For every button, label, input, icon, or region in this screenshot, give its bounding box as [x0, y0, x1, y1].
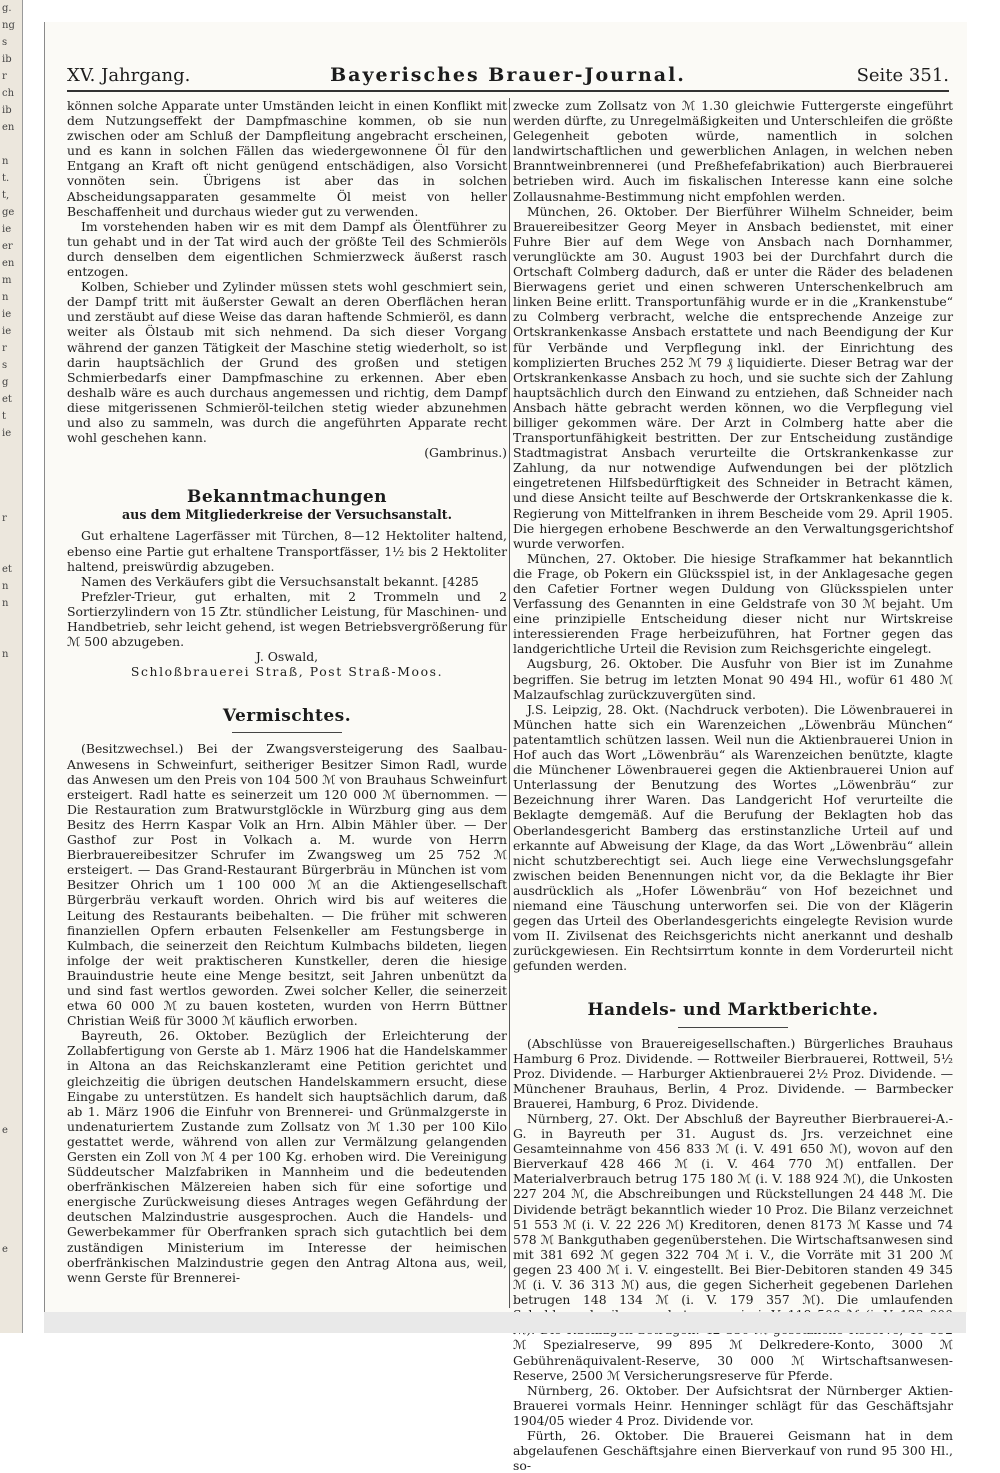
article-paragraph: Bayreuth, 26. Oktober. Bezüglich der Erleichterung der Zollabfertigung von Gerste ab 1. März 1906 hat die Handelskammer in Altona an das Reichskanzleramt eine Petition gerichtet und gleichzeitig die übrigen deutschen Handelskammern ersucht, diese Eingabe zu unterstützen. Es handelt sich hauptsächlich darum, daß ab 1. März 1906 die Einfuhr von Brennerei- und Grünmalzgerste in undenaturiertem Zustande zum Zollsatz von ℳ 1.30 per 100 Kilo gestattet werde, während von allen zur Vermälzung gelangenden Gersten ein Zoll von ℳ 4 per 100 Kg. erhoben wird. Die Vereinigung Süddeutscher Malzfabriken in Mannheim und die bedeutenden oberfränkischen Mälzereien haben sich für eine sofortige und energische Zurückweisung dieses Antrages wegen Gefährdung der deutschen Malzindustrie ausgesprochen. Auch die Handels- und Gewerbekammer für Oberfranken sprach sich gutachtlich bei dem zuständigen Ministerium im Interesse der heimischen oberfränkischen Malzindustrie gegen den Antrag Altona aus, weil, wenn Gerste für Brennerei-: [67, 1028, 507, 1285]
margin-fragment: [0, 1037, 22, 1054]
notices-heading: Bekanntmachungen: [186, 487, 388, 508]
margin-fragment: t: [2, 411, 7, 422]
margin-fragment: [0, 544, 22, 561]
margin-fragment: [0, 833, 22, 850]
article-paragraph: München, 27. Oktober. Die hiesige Strafkammer hat bekanntlich die Frage, ob Pokern ein Glücksspiel ist, in der Anklagesache gegen den Cafetier Fortner wegen Duldung von Glücksspielen unter Verfassung des Genannten in eine Geldstrafe von 30 ℳ bejaht. Um eine prinzipielle Entscheidung dieser nicht nur Wirtskreise interessierenden Frage herbeizuführen, hat Fortner gegen das landgerichtliche Urteil die Revision zum Reichsgerichte eingelegt.: [513, 550, 953, 657]
margin-fragment: n: [2, 581, 9, 592]
margin-fragment: [0, 1224, 22, 1241]
article-paragraph: zwecke zum Zollsatz von ℳ 1.30 gleichwie Futtergerste eingeführt werden dürfte, zu Unregelmäßigkeiten und Unterschleifen die größte Gelegenheit geboten würde, namentlich in solchen landwirtschaftlichen und gewerblichen Anlagen, in welchen neben Branntweinbrennerei (und Preßhefefabrikation) auch Bierbrauerei betrieben wird. Auch im fiskalischen Interesse kann eine solche Zollausnahme-Bestimmung nicht empfohlen werden.: [513, 98, 953, 204]
newspaper-page: [44, 22, 967, 1473]
article-paragraph: Nürnberg, 27. Okt. Der Abschluß der Bayreuther Bierbrauerei-A.-G. in Bayreuth per 31. August ds. Jrs. verzeichnet eine Gesamteinnahme von 456 833 ℳ (i. V. 491 650 ℳ), wovon auf den Bierverkauf 428 466 ℳ (i. V. 464 770 ℳ) entfallen. Der Materialverbrauch betrug 175 180 ℳ (i. V. 188 924 ℳ), die Unkosten 227 204 ℳ, die Abschreibungen und Rückstellungen 24 448 ℳ. Die Dividende beträgt bekanntlich wieder 10 Proz. Die Bilanz verzeichnet 51 553 ℳ (i. V. 22 226 ℳ) Kreditoren, denen 8173 ℳ Kasse und 74 578 ℳ Bankguthaben gegenüberstehen. Die Wirtschaftsanwesen sind mit 381 692 ℳ gegen 322 704 ℳ i. V., die Vorräte mit 31 200 ℳ gegen 23 400 ℳ i. V. eingestellt. Bei Bier-Debitoren standen 49 345 ℳ (i. V. 36 313 ℳ) aus, die gegen Sicherheit gegebenen Darlehen betrugen 148 134 ℳ (i. V. 179 357 ℳ). Die umlaufenden ℳ Spezialreserve, 99 895 ℳ Delkredere-Konto, 3000 ℳ Gebührenäquivalent-Reserve, 30 000 ℳ Wirtschaftsanwesen-Reserve, 2500 ℳ Versicherungsreserve für Pferde.: [513, 1111, 954, 1383]
journal-title: Bayerisches Brauer-Journal.: [330, 64, 686, 86]
margin-fragment: [0, 1173, 22, 1190]
margin-fragment: ge: [2, 207, 15, 218]
margin-fragment: [0, 1088, 22, 1105]
margin-fragment: ch: [2, 88, 15, 99]
margin-fragment: [0, 476, 22, 493]
margin-fragment: r: [2, 343, 7, 354]
article-paragraph: Im vorstehenden haben wir es mit dem Dampf als Ölentführer zu tun gehabt und in der Tat wird auch der größte Teil des Schmieröls durch denselben dem eigentlichen Schmierzweck äußerst rasch entzogen.: [67, 218, 507, 280]
margin-fragment: n: [2, 598, 9, 609]
right-column: [513, 98, 954, 1473]
margin-fragment: er: [2, 241, 13, 252]
margin-fragment: [0, 782, 22, 799]
notice-signer: J. Oswald,: [255, 649, 319, 665]
article-paragraph: können solche Apparate unter Umständen leicht in einen Konflikt mit dem Nutzungseffekt der Dampfmaschine kommen, ob sie nun zwischen oder am Schluß der Dampfleitung angebracht erscheinen, und es kann in solchen Fällen das wiedergewonnene Öl für den Entgang an Kraft oft nicht genügend entschädigen, also Vorsicht vonnöten sein. Übrigens ist aber das in solchen Abscheidungsapparaten gesammelte Öl meist von heller Beschaffenheit und durchaus wieder gut zu verwenden.: [67, 98, 507, 219]
margin-fragment: [0, 1003, 22, 1020]
margin-fragment: [0, 799, 22, 816]
margin-fragment: t.: [2, 173, 10, 184]
heading-rule: [678, 1027, 788, 1028]
margin-fragment: e: [2, 1244, 8, 1255]
margin-fragment: n: [2, 156, 9, 167]
margin-fragment: et: [2, 564, 12, 575]
margin-fragment: g.: [2, 3, 12, 14]
notice-text: Gut erhaltene Lagerfässer mit Türchen, 8—12 Hektoliter haltend, ebenso eine Partie gut erhaltene Transportfässer, 1½ bis 2 Hektoliter haltend, preiswürdig abzugeben.: [67, 528, 507, 574]
margin-fragment: [0, 663, 22, 680]
margin-fragment: [0, 1156, 22, 1173]
margin-fragment: r: [2, 513, 7, 524]
margin-fragment: [0, 850, 22, 867]
margin-fragment: [0, 1054, 22, 1071]
margin-fragment: r: [2, 71, 7, 82]
margin-fragment: [0, 918, 22, 935]
margin-fragment: [0, 901, 22, 918]
margin-fragment: [0, 816, 22, 833]
article-paragraph: (Besitzwechsel.) Bei der Zwangsversteigerung des Saalbau-Anwesens in Schweinfurt, seitheriger Besitzer Simon Radl, wurde das Anwesen um den Preis von 104 500 ℳ von Brauhaus Schweinfurt ersteigert. Radl hatte es seinerzeit um 120 000 ℳ übernommen. — Die Restauration zum Bratwurstglöckle in Würzburg ging aus dem Besitz des Herrn Kaspar Volk an Hrn. Albin Mähler über. — Der Gasthof zur Post in Volkach a. M. wurde von Herrn Bierbrauereibesitzer Schrufer im Zwangsweg um 25 752 ℳ ersteigert. — Das Grand-Restaurant Bürgerbräu in München ist vom Besitzer Ohrich um 1 100 000 ℳ an die Aktiengesellschaft Bürgerbräu verkauft worden. Ohrich wird bis auf weiteres die Leitung des Restaurants beibehalten. — Die früher mit schweren finanziellen Opfern erbauten Felsenkeller am Festungsberge in Kulmbach, die seinerzeit den Reichtum Kulmbachs bildeten, liegen infolge der weit praktischeren Kunstkeller, deren die hiesige Brauindustrie heute eine Menge besitzt, seit Jahren unbenützt da und sind fast wertlos geworden. Zwei solcher Keller, die seinerzeit etwa 60 000 ℳ zu bauen kosteten, wurden von Herrn Büttner Christian Weiß für 3000 ℳ käuflich erworben.: [67, 741, 507, 1029]
article-paragraph: J.S. Leipzig, 28. Okt. (Nachdruck verboten). Die Löwenbrauerei in München hatte sich ein Warenzeichen „Löwenbräu München“ patentamtlich schützen lassen. Weil nun die Aktienbrauerei Union in Hof auch das Wort „Löwenbräu“ als Warenzeichen benützte, klagte die Münchener Löwenbrauerei gegen die Aktienbrauerei Union auf Unterlassung der Benutzung des Wortes „Löwenbräu“ zur Bezeichnung ihrer Waren. Das Landgericht Hof verurteilte die Beklagte demgemäß. Auf die Berufung der Beklagten hob das Oberlandesgericht Bamberg das erstinstanzliche Urteil auf und erkannte auf Abweisung der Klage, da das Wort „Löwenbräu“ allein nicht schutzberechtigt sei. Auch liege eine Verwechslungsgefahr zwischen beiden Benennungen nicht vor, da die Beklagte ihr Bier ausdrücklich als „Hofer Löwenbräu“ von Hof bezeichnet und niemand eine Täuschung unterworfen sei. Die von der Klägerin gegen das Urteil des Oberlandesgerichts eingelegte Revision wurde vom II. Zivilsenat des Reichsgerichts nicht anerkannt und deshalb zurückgewiesen. Ein Rechtsirrtum konnte in dem Vorderurteil nicht gefunden werden.: [513, 701, 953, 974]
margin-fragment: ie: [2, 326, 12, 337]
article-paragraph: Nürnberg, 26. Oktober. Der Aufsichtsrat der Nürnberger Aktien-Brauerei vormals Heinr. Henninger schlägt für das Geschäftsjahr 1904/05 wieder 4 Proz. Dividende vor.: [513, 1382, 953, 1428]
notice-address: Schloßbrauerei Straß, Post Straß-Moos.: [130, 664, 444, 680]
margin-fragment: [0, 952, 22, 969]
margin-fragment: ng: [2, 20, 15, 31]
margin-fragment: [0, 765, 22, 782]
article-paragraph: (Abschlüsse von Brauereigesellschaften.) Bürgerliches Brauhaus Hamburg 6 Proz. Dividende. — Rottweiler Bierbrauerei, Rottweil, 5½ Proz. Dividende. — Harburger Aktienbrauerei 2½ Proz. Dividende. — Münchener Brauhaus, Berlin, 4 Proz. Dividende. — Barmbecker Brauerei, Hamburg, 6 Proz. Dividende.: [513, 1035, 953, 1111]
margin-fragment: [0, 748, 22, 765]
margin-fragment: [0, 680, 22, 697]
margin-fragment: s: [2, 360, 8, 371]
margin-fragment: [0, 986, 22, 1003]
notice-reference: Namen des Verkäufers gibt die Versuchsanstalt bekannt. [4285: [81, 573, 479, 589]
page-bottom-edge: [44, 1312, 966, 1333]
margin-fragment: et: [2, 394, 12, 405]
margin-fragment: e: [2, 1125, 8, 1136]
margin-fragment: g: [2, 377, 9, 388]
volume-label: XV. Jahrgang.: [67, 65, 191, 86]
margin-fragment: [0, 935, 22, 952]
article-source: (Gambrinus.): [424, 445, 507, 461]
margin-fragment: ib: [2, 54, 12, 65]
margin-fragment: ie: [2, 309, 12, 320]
margin-fragment: [0, 442, 22, 459]
margin-fragment: [0, 612, 22, 629]
margin-fragment: [0, 1020, 22, 1037]
margin-fragment: [0, 1105, 22, 1122]
margin-fragment: t,: [2, 190, 10, 201]
page-header: [67, 58, 949, 92]
article-paragraph: Fürth, 26. Oktober. Die Brauerei Geismann hat in dem abgelaufenen Geschäftsjahre einen Bierverkauf von rund 95 300 Hl., so-: [513, 1427, 953, 1473]
column-divider: [509, 98, 510, 1308]
adjacent-page-edge: [0, 0, 23, 1333]
notice-text: Prefzler-Trieur, gut erhalten, mit 2 Trommeln und 2 Sortierzylindern von 15 Ztr. stündlicher Leistung, für Maschinen- und Handbetrieb, sehr leicht gehend, ist wegen Betriebsvergrößerung für ℳ 500 abzugeben.: [67, 588, 507, 650]
margin-fragment: [0, 1071, 22, 1088]
margin-fragment: [0, 731, 22, 748]
margin-fragment: [0, 969, 22, 986]
margin-fragment: [0, 714, 22, 731]
margin-fragment: s: [2, 37, 8, 48]
margin-fragment: [0, 884, 22, 901]
margin-fragment: [0, 493, 22, 510]
article-paragraph: München, 26. Oktober. Der Bierführer Wilhelm Schneider, beim Brauereibesitzer Georg Meyer in Ansbach bedienstet, mit einer Fuhre Bier auf dem Wege von Ansbach nach Dornhammer, verunglückte am 30. August 1903 bei der Durchfahrt durch die Ortschaft Colmberg dadurch, daß er unter die Räder des beladenen Bierwagens geriet und einen schweren Unterschenkelbruch am linken Beine erlitt. Transportunfähig wurde er in die „Krankenstube“ zu Colmberg verbracht, welche die entsprechende Anzeige zur Ortskrankenkasse Ansbach erstattete und nach Beendigung der Kur für Verbände und Verpflegung inkl. der Einrichtung des komplizierten Bruches 252 ℳ 79 ₰ liquidierte. Dieser Betrag war der Ortskrankenkasse Ansbach zu hoch, und sie suchte sich der Zahlung hauptsächlich durch den Einwand zu entziehen, daß Schneider nach Ansbach hätte gebracht werden können, wo die Verpflegung viel billiger gekommen wäre. Der Arzt in Colmberg hatte aber die Transportunfähigkeit bestritten. Der zur Entscheidung zuständige Stadtmagistrat Ansbach verurteilte die Ortskrankenkasse zur Zahlung, da nur notwendige Aufwendungen bei der plötzlich eingetretenen Hilfsbedürftigkeit des Schneider in Betracht kämen, und diese Ansicht teilte auf Beschwerde der Ortskrankenkasse die k. Regierung von Mittelfranken in ihrem Bescheide vom 29. April 1905. Die hiergegen erhobene Beschwerde an den Verwaltungsgerichtshof wurde verworfen.: [513, 203, 953, 551]
margin-fragment: ie: [2, 224, 12, 235]
margin-fragment: [0, 697, 22, 714]
market-heading: Handels- und Marktberichte.: [587, 1000, 879, 1021]
left-column: [67, 98, 507, 1298]
page-number: Seite 351.: [856, 65, 949, 86]
heading-rule: [232, 732, 342, 733]
margin-fragment: [0, 1139, 22, 1156]
margin-fragment: [0, 629, 22, 646]
margin-fragment: n: [2, 649, 9, 660]
margin-fragment: [0, 459, 22, 476]
margin-fragment: [0, 527, 22, 544]
margin-fragment: n: [2, 292, 9, 303]
margin-fragment: ie: [2, 428, 12, 439]
notices-subheading: aus dem Mitgliederkreise der Versuchsanstalt.: [122, 507, 452, 523]
margin-fragment: m: [2, 275, 12, 286]
margin-fragment: [0, 1190, 22, 1207]
margin-fragment: [0, 136, 22, 153]
misc-heading: Vermischtes.: [222, 706, 352, 727]
margin-fragment: ib: [2, 105, 12, 116]
margin-fragment: en: [2, 122, 15, 133]
article-paragraph: Augsburg, 26. Oktober. Die Ausfuhr von Bier ist im Zunahme begriffen. Sie betrug im letzten Monat 90 494 Hl., wofür 61 480 ℳ Malzaufschlag zurückzuvergüten sind.: [513, 656, 953, 702]
margin-fragment: [0, 1207, 22, 1224]
article-paragraph: Kolben, Schieber und Zylinder müssen stets wohl geschmiert sein, der Dampf tritt mit äußerster Gewalt an deren Oberflächen heran und zerstäubt auf diese Weise das daran haftende Schmieröl, es dann weiter als Ölstaub mit sich nehmend. Da sich dieser Vorgang während der ganzen Tätigkeit der Maschine stetig wiederholt, so ist darin hauptsächlich der Grund des großen und stetigen Schmierbedarfs einer Dampfmaschine zu erkennen. Aber eben deshalb wäre es auch durchaus angemessen und richtig, dem Dampf diese mitgerissenen Schmieröl-teilchen stetig wieder abzunehmen und also zu sammeln, was durch die angeführten Apparate recht wohl geschehen kann.: [67, 279, 507, 446]
margin-fragment: en: [2, 258, 15, 269]
margin-fragment: [0, 867, 22, 884]
